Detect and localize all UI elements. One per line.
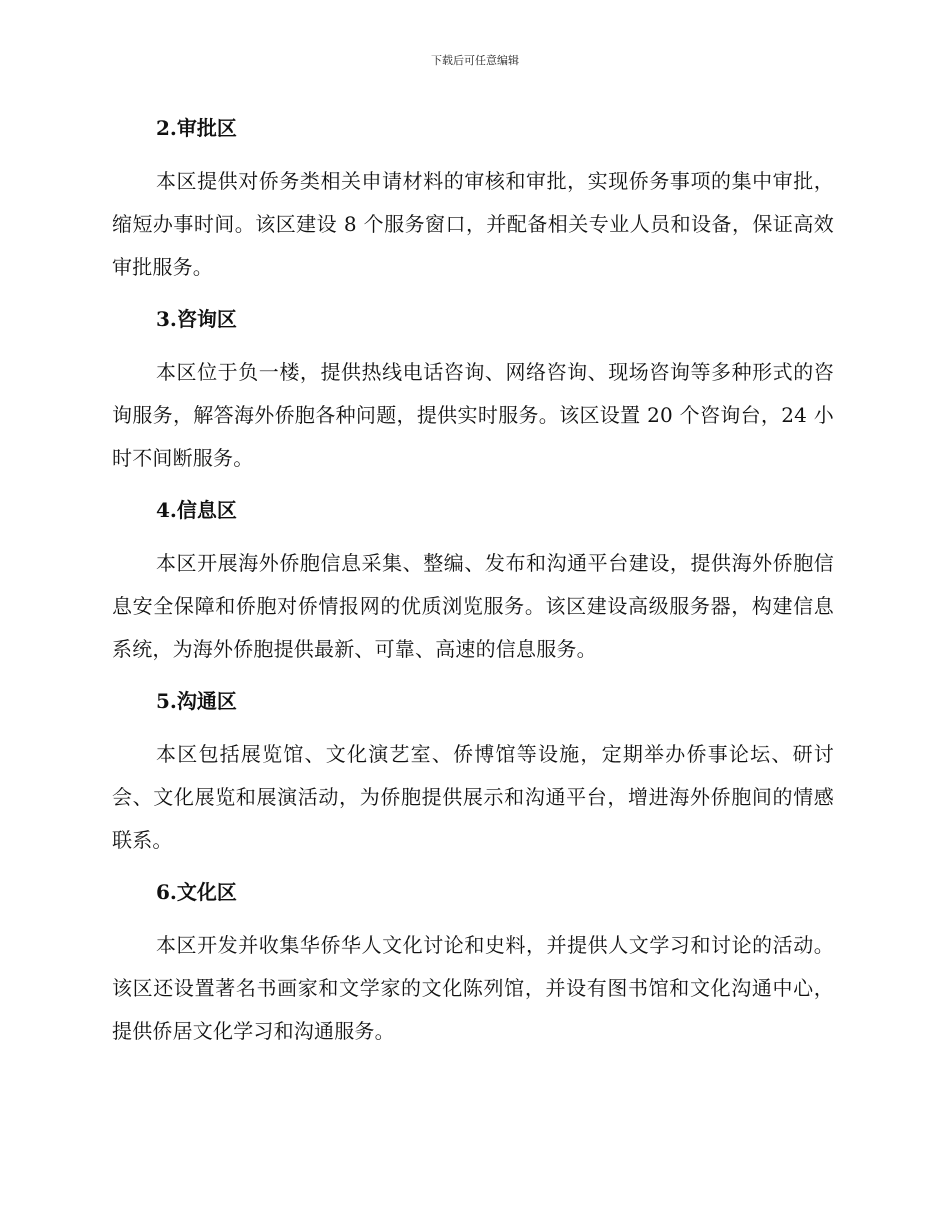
section-body-approval: 本区提供对侨务类相关申请材料的审核和审批，实现侨务事项的集中审批，缩短办事时间。该区建设 8 个服务窗口，并配备相关专业人员和设备，保证高效审批服务。 <box>112 169 834 279</box>
page-header: 下载后可任意编辑 <box>431 54 519 67</box>
section-body-communication: 本区包括展览馆、文化演艺室、侨博馆等设施，定期举办侨事论坛、研讨会、文化展览和展演活动，为侨胞提供展示和沟通平台，增进海外侨胞间的情感联系。 <box>112 742 834 852</box>
section-title-approval: 2.审批区 <box>156 116 237 140</box>
section-body-consultation: 本区位于负一楼，提供热线电话咨询、网络咨询、现场咨询等多种形式的咨询服务，解答海外侨胞各种问题，提供实时服务。该区设置 20 个咨询台，24 小时不间断服务。 <box>112 360 834 470</box>
section-body-culture: 本区开发并收集华侨华人文化讨论和史料，并提供人文学习和讨论的活动。该区还设置著名书画家和文学家的文化陈列馆，并设有图书馆和文化沟通中心，提供侨居文化学习和沟通服务。 <box>112 933 834 1043</box>
section-title-culture: 6.文化区 <box>156 880 237 904</box>
section-body-information: 本区开展海外侨胞信息采集、整编、发布和沟通平台建设，提供海外侨胞信息安全保障和侨胞对侨情报网的优质浏览服务。该区建设高级服务器，构建信息系统，为海外侨胞提供最新、可靠、高速的信息服务。 <box>112 551 834 661</box>
document-body <box>112 108 834 1063</box>
section-title-consultation: 3.咨询区 <box>156 307 237 331</box>
section-title-communication: 5.沟通区 <box>156 689 237 713</box>
section-title-information: 4.信息区 <box>156 498 237 522</box>
